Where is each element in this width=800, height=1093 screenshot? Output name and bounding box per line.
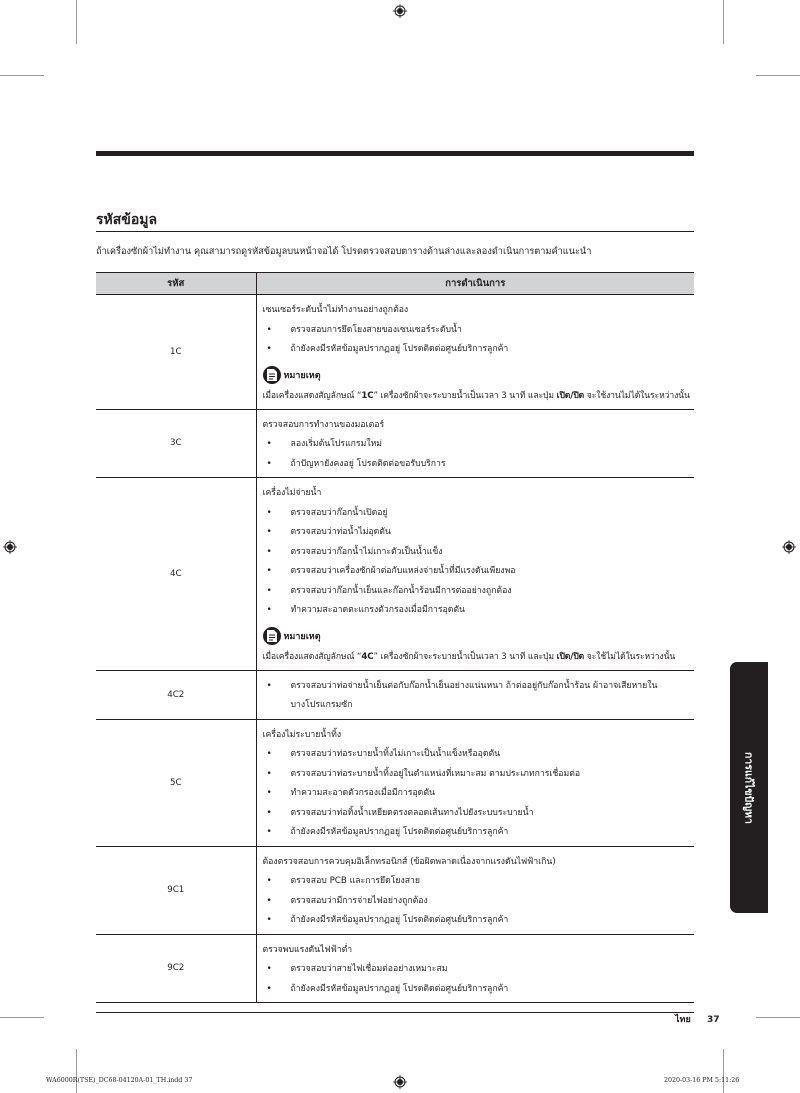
- note-heading: หมายเหตุ: [263, 363, 689, 387]
- bullet-item: • ตรวจสอบว่ามีการจ่ายไฟอย่างถูกต้อง: [263, 892, 689, 912]
- table-row: [96, 478, 694, 671]
- registration-mark-icon: [3, 540, 17, 554]
- bullet-icon: •: [266, 585, 272, 596]
- table-row: [96, 719, 694, 846]
- crop-mark: [0, 75, 44, 76]
- chapter-side-tab-label: การแก้ไขปัญหา: [742, 751, 755, 824]
- code-cell: 3C: [96, 409, 256, 478]
- table-row: [96, 295, 694, 410]
- note-heading: หมายเหตุ: [263, 624, 689, 648]
- bullet-item: • ลองเริ่มต้นโปรแกรมใหม่: [263, 435, 689, 455]
- crop-mark: [76, 0, 77, 44]
- action-heading: ตรวจสอบการทำงานของมอเตอร์: [262, 419, 385, 430]
- bullet-icon: •: [266, 458, 272, 469]
- action-heading: ต้องตรวจสอบการควบคุมอิเล็กทรอนิกส์ (ข้อผิดพลาดเนื่องจากแรงดันไฟฟ้าเกิน): [262, 856, 556, 867]
- bullet-icon: •: [266, 507, 272, 518]
- bullet-item: • ตรวจสอบว่าท่อทิ้งน้ำเหยียดตรงตลอดเส้นทางไปยังระบบระบายน้ำ: [263, 804, 689, 824]
- action-cell: [256, 846, 694, 934]
- table-row: [96, 846, 694, 934]
- section-title: รหัสข้อมูล: [96, 212, 158, 228]
- bullet-item: • ตรวจสอบการยึดโยงสายของเซนเซอร์ระดับน้ำ: [263, 321, 689, 341]
- crop-mark: [723, 1049, 724, 1093]
- table-row: [96, 409, 694, 478]
- crop-mark: [0, 1017, 44, 1018]
- print-slug-file: WA6000R(TSE)_DC68-04120A-01_TH.indd 37: [46, 1077, 193, 1084]
- code-cell: 4C: [96, 478, 256, 671]
- bullet-item: • ตรวจสอบว่าเครื่องซักผ้าต่อกับแหล่งจ่ายน้ำที่มีแรงดันเพียงพอ: [263, 562, 689, 582]
- note-icon: [263, 627, 281, 645]
- bullet-icon: •: [266, 344, 272, 354]
- print-slug-timestamp: 2020-03-16 PM 5:11:26: [664, 1077, 740, 1084]
- registration-mark-icon: [782, 540, 796, 554]
- bullet-icon: •: [266, 964, 272, 974]
- footer-page-info: [675, 1012, 720, 1026]
- bullet-item: • ถ้ายังคงมีรหัสข้อมูลปรากฏอยู่ โปรดติดต่อศูนย์บริการลูกค้า: [263, 823, 689, 843]
- table-header-row: [96, 273, 694, 295]
- footer-language: ไทย: [675, 1015, 691, 1025]
- bullet-icon: •: [266, 324, 272, 335]
- action-heading: เครื่องไม่ระบายน้ำทิ้ง: [262, 729, 342, 740]
- bullet-item: • ตรวจสอบ PCB และการยึดโยงสาย: [263, 872, 689, 892]
- code-cell: 1C: [96, 295, 256, 410]
- code-cell: 9C1: [96, 846, 256, 934]
- bullet-icon: •: [266, 983, 272, 994]
- table-row: [96, 670, 694, 719]
- note-text: เมื่อเครื่องแสดงสัญลักษณ์ “4C” เครื่องซักผ้าจะระบายน้ำเป็นเวลา 3 นาที และปุ่ม เปิด/ปิด จะใช้ไม่ได้ในระหว่างนั้น: [262, 651, 676, 662]
- bullet-item: • ทำความสะอาดตัวกรองเมื่อมีการอุดตัน: [263, 784, 689, 804]
- intro-text: ถ้าเครื่องซักผ้าไม่ทำงาน คุณสามารถดูรหัสข้อมูลบนหน้าจอได้ โปรดตรวจสอบตารางด้านล่างและลองดำเนินการตามคำแนะนำ: [96, 246, 592, 257]
- top-rule: [96, 151, 694, 156]
- bullet-icon: •: [266, 788, 272, 798]
- bullet-item: • ตรวจสอบว่าก๊อกน้ำไม่เกาะตัวเป็นน้ำแข็ง: [263, 543, 689, 563]
- action-heading: เครื่องไม่จ่ายน้ำ: [262, 488, 322, 498]
- bullet-icon: •: [266, 546, 272, 557]
- action-cell: [256, 934, 694, 1003]
- page-number: 37: [707, 1015, 720, 1025]
- bullet-icon: •: [266, 768, 272, 779]
- bullet-item: • ถ้ายังคงมีรหัสข้อมูลปรากฏอยู่ โปรดติดต่อศูนย์บริการลูกค้า: [263, 340, 689, 360]
- bullet-icon: •: [266, 527, 272, 537]
- bullet-icon: •: [266, 680, 272, 691]
- bullet-item: • ทำความสะอาดตะแกรงตัวกรองเมื่อมีการอุดตัน: [263, 601, 689, 621]
- code-cell: 9C2: [96, 934, 256, 1003]
- title-divider: [96, 231, 694, 232]
- bottom-rule: [96, 1012, 694, 1013]
- bullet-icon: •: [266, 827, 272, 837]
- bullet-item: • ตรวจสอบว่าท่อระบายน้ำทิ้งไม่เกาะเป็นน้ำแข็งหรืออุดตัน: [263, 745, 689, 765]
- crop-mark: [756, 1017, 800, 1018]
- bullet-item: • ถ้ายังคงมีรหัสข้อมูลปรากฏอยู่ โปรดติดต่อศูนย์บริการลูกค้า: [263, 980, 689, 1000]
- bullet-item: • ตรวจสอบว่าสายไฟเชื่อมต่ออย่างเหมาะสม: [263, 960, 689, 980]
- bullet-item: • ตรวจสอบว่าท่อน้ำไม่อุดตัน: [263, 523, 689, 543]
- bullet-item: • ตรวจสอบว่าท่อระบายน้ำทิ้งอยู่ในตำแหน่งที่เหมาะสม ตามประเภทการเชื่อมต่อ: [263, 765, 689, 785]
- header-action: การดำเนินการ: [256, 273, 694, 295]
- header-code: รหัส: [96, 273, 256, 295]
- crop-mark: [76, 1049, 77, 1093]
- action-cell: [256, 409, 694, 478]
- bullet-item: • ตรวจสอบว่าก๊อกน้ำเย็นและก๊อกน้ำร้อนมีการต่ออย่างถูกต้อง: [263, 582, 689, 602]
- chapter-side-tab: [730, 662, 768, 913]
- bullet-icon: •: [266, 807, 272, 818]
- action-cell: [256, 719, 694, 846]
- bullet-icon: •: [266, 876, 272, 886]
- note-icon: [263, 366, 281, 384]
- bullet-icon: •: [266, 749, 272, 759]
- code-cell: 4C2: [96, 670, 256, 719]
- note-text: เมื่อเครื่องแสดงสัญลักษณ์ “1C” เครื่องซักผ้าจะระบายน้ำเป็นเวลา 3 นาที และปุ่ม เปิด/ปิด จะใช้งานไม่ได้ในระหว่างนั้น: [262, 390, 690, 401]
- table-row: [96, 934, 694, 1003]
- bullet-item: • ตรวจสอบว่าก๊อกน้ำเปิดอยู่: [263, 504, 689, 524]
- bullet-icon: •: [266, 439, 272, 449]
- action-heading: ตรวจพบแรงดันไฟฟ้าต่ำ: [262, 944, 353, 955]
- bullet-icon: •: [266, 605, 272, 615]
- bullet-icon: •: [266, 566, 272, 576]
- bullet-icon: •: [266, 895, 272, 906]
- bullet-item: • ถ้ายังคงมีรหัสข้อมูลปรากฏอยู่ โปรดติดต่อศูนย์บริการลูกค้า: [263, 911, 689, 931]
- bullet-item: • ตรวจสอบว่าท่อจ่ายน้ำเย็นต่อกับก๊อกน้ำเย็นอย่างแน่นหนา ถ้าต่ออยู่กับก๊อกน้ำร้อน ผ้าอาจเสียหายในบางโปรแกรมซัก: [263, 677, 689, 716]
- bullet-item: • ถ้าปัญหายังคงอยู่ โปรดติดต่อขอรับบริการ: [263, 455, 689, 475]
- action-cell: [256, 478, 694, 671]
- registration-mark-icon: [393, 4, 407, 18]
- registration-mark-icon: [393, 1075, 407, 1089]
- bullet-icon: •: [266, 915, 272, 925]
- action-cell: [256, 295, 694, 410]
- crop-mark: [756, 75, 800, 76]
- crop-mark: [723, 0, 724, 44]
- action-heading: เซนเซอร์ระดับน้ำไม่ทำงานอย่างถูกต้อง: [262, 305, 409, 315]
- info-code-table: [96, 272, 694, 1003]
- action-cell: [256, 670, 694, 719]
- code-cell: 5C: [96, 719, 256, 846]
